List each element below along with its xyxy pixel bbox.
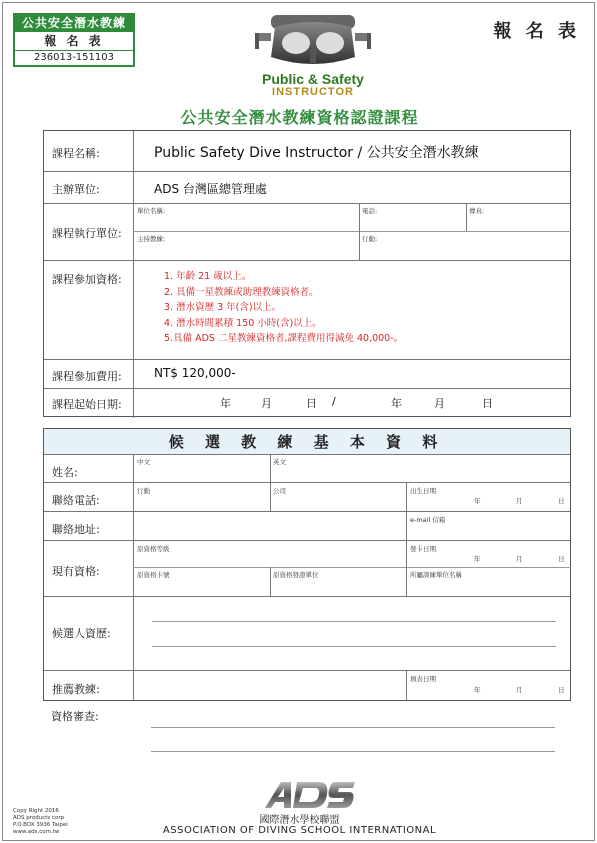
- candidate-name-label: 姓名:: [52, 466, 78, 479]
- unit-phone-field[interactable]: 電話:: [362, 207, 378, 215]
- start-year[interactable]: 年: [220, 397, 231, 410]
- resume-label: 候選人資歷:: [52, 627, 111, 640]
- issue-year[interactable]: 年: [474, 555, 481, 563]
- end-year[interactable]: 年: [391, 397, 402, 410]
- fill-year[interactable]: 年: [474, 686, 481, 694]
- host-coach-field[interactable]: 主持教練:: [137, 235, 166, 243]
- form-badge: [13, 13, 135, 67]
- fill-date-label: 填表日期: [410, 675, 436, 683]
- orig-level-field[interactable]: 原資格等級: [137, 545, 170, 553]
- address-row: [44, 512, 570, 541]
- recommend-label: 推薦教練:: [52, 683, 100, 696]
- association-name-en: ASSOCIATION OF DIVING SCHOOL INTERNATIONAL: [162, 825, 437, 836]
- qualification-label: 課程參加資格:: [52, 273, 122, 286]
- badge-code: 236013-151103: [15, 50, 133, 65]
- chinese-name-field[interactable]: 中文: [137, 458, 150, 466]
- contact-label: 聯絡電話:: [52, 494, 100, 507]
- birth-date-label: 出生日期: [410, 487, 436, 495]
- current-qualification-label: 現有資格:: [52, 565, 100, 578]
- organizer-row: [44, 172, 570, 204]
- resume-row: [44, 597, 570, 671]
- start-day[interactable]: 日: [306, 397, 317, 410]
- birth-month[interactable]: 月: [516, 497, 523, 505]
- end-day[interactable]: 日: [482, 397, 493, 410]
- course-heading: 公共安全潛水教練資格認證課程: [180, 108, 419, 127]
- instructor-logo: [233, 9, 373, 99]
- organizer-value: ADS 台灣區總管理處: [154, 182, 267, 196]
- recommend-row: [44, 671, 570, 701]
- email-field[interactable]: e-mail 信箱: [410, 516, 446, 524]
- ads-logo-icon: [261, 778, 357, 812]
- english-name-field[interactable]: 英文: [273, 458, 286, 466]
- association-name-cn: 國際潛水學校聯盟: [259, 815, 340, 826]
- current-qualification-row: [44, 541, 570, 597]
- course-info-box: [43, 130, 571, 417]
- requirement-item: 2. 具備一星教練或助理教練資格者。: [164, 286, 319, 298]
- date-label: 課程起始日期:: [52, 398, 122, 411]
- contact-row: [44, 483, 570, 512]
- unit-name-field[interactable]: 單位名稱:: [137, 207, 166, 215]
- unit-fax-field[interactable]: 傳真:: [469, 207, 485, 215]
- birth-year[interactable]: 年: [474, 497, 481, 505]
- fill-day[interactable]: 日: [558, 686, 565, 694]
- orig-card-field[interactable]: 原資格卡號: [137, 571, 170, 579]
- fee-value: NT$ 120,000-: [154, 366, 236, 380]
- issue-day[interactable]: 日: [558, 555, 565, 563]
- organizer-label: 主辦單位:: [52, 183, 100, 196]
- address-label: 聯絡地址:: [52, 523, 100, 536]
- review-label: 資格審查:: [51, 710, 99, 723]
- brand-sub: INSTRUCTOR: [272, 86, 354, 98]
- host-mobile-field[interactable]: 行動:: [362, 235, 378, 243]
- requirement-item: 3. 潛水資歷 3 年(含)以上。: [164, 302, 282, 313]
- application-form-page: [2, 2, 595, 841]
- copyright: Copy Right 2016: [13, 808, 59, 814]
- orig-issuer-field[interactable]: 原資格發證單位: [273, 571, 319, 579]
- website[interactable]: www.ads.com.tw: [13, 829, 60, 835]
- candidate-info-box: [43, 428, 571, 701]
- form-title: 報 名 表: [493, 21, 580, 42]
- requirement-item: 1. 年齡 21 歲以上。: [164, 271, 252, 282]
- po-box: P.O.BOX 3936 Taipei: [13, 822, 68, 828]
- executor-label: 課程執行單位:: [52, 227, 122, 240]
- badge-subtitle: 報 名 表: [44, 34, 104, 48]
- fee-row: [44, 360, 570, 389]
- contact-company-field[interactable]: 公司: [273, 487, 286, 495]
- end-month[interactable]: 月: [434, 397, 445, 410]
- candidate-name-row: [44, 455, 570, 483]
- brand-name: Public & Safety: [262, 71, 364, 87]
- badge-title: 公共安全潛水教練: [15, 15, 133, 32]
- corp-name: ADS products corp: [13, 815, 65, 821]
- date-row: [44, 389, 570, 417]
- dive-mask-icon: [233, 9, 393, 73]
- executor-row: [44, 204, 570, 261]
- start-month[interactable]: 月: [261, 397, 272, 410]
- qualification-row: [44, 261, 570, 360]
- date-separator: /: [332, 395, 336, 408]
- requirement-list: [164, 269, 403, 347]
- candidate-section-title: 候 選 教 練 基 本 資 料: [44, 429, 570, 455]
- issue-date-label: 發卡日期: [410, 545, 436, 553]
- course-name-label: 課程名稱:: [52, 147, 100, 160]
- requirement-item: 4. 潛水時間累積 150 小時(含)以上。: [164, 317, 322, 329]
- course-name-value: Public Safety Dive Instructor / 公共安全潛水教練: [154, 145, 479, 161]
- training-unit-field[interactable]: 所屬訓練單位名稱: [410, 571, 462, 579]
- fill-month[interactable]: 月: [516, 686, 523, 694]
- fee-label: 課程參加費用:: [52, 370, 122, 383]
- birth-day[interactable]: 日: [558, 497, 565, 505]
- issue-month[interactable]: 月: [516, 555, 523, 563]
- requirement-item: 5.具備 ADS 二星教練資格者,課程費用得減免 40,000-。: [164, 333, 404, 344]
- contact-mobile-field[interactable]: 行動: [137, 487, 150, 495]
- course-name-row: [44, 131, 570, 172]
